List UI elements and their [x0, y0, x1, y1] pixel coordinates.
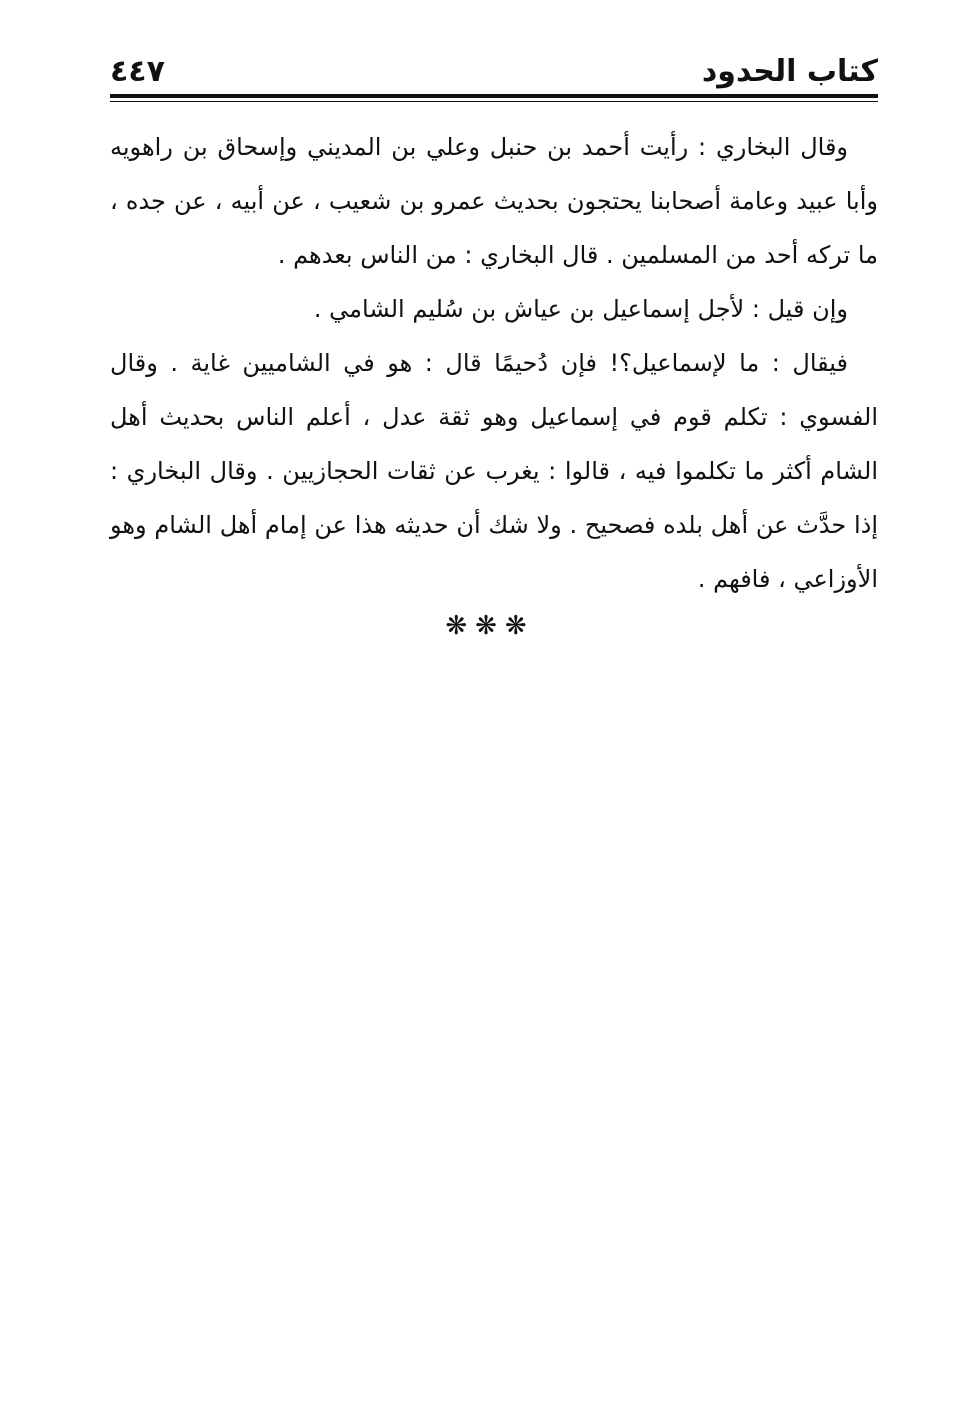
paragraph-bukhari-quote: وقال البخاري : رأيت أحمد بن حنبل وعلي بن المديني وإسحاق بن راهويه وأبا عبيد وعامة أصحابنا يحتجون بحديث عمرو بن شعيب ، عن أبيه ، عن جده ، ما تركه أحد من المسلمين . قال البخاري : من الناس بعدهم .: [110, 133, 878, 269]
page-header: [110, 42, 878, 92]
paragraph-objection: وإن قيل : لأجل إسماعيل بن عياش بن سُليم الشامي .: [313, 295, 848, 323]
body-text: [110, 120, 878, 606]
section-end-ornament: ❋❋❋: [445, 611, 535, 641]
chapter-title: كتاب الحدود: [701, 54, 878, 89]
paragraph-response: فيقال : ما لإسماعيل؟! فإن دُحيمًا قال : هو في الشاميين غاية . وقال الفسوي : تكلم قوم في إسماعيل وهو ثقة عدل ، أعلم الناس بحديث أهل الشام أكثر ما تكلموا فيه ، قالوا : يغرب عن ثقات الحجازيين . وقال البخاري : إذا حدَّث عن أهل بلده فصحيح . ولا شك أن حديثه هذا عن إمام أهل الشام وهو الأوزاعي ، فافهم .: [110, 349, 878, 593]
page-number: ٤٤٧: [110, 54, 165, 89]
header-rule-thin: [110, 101, 878, 102]
header-rule-thick: [110, 94, 878, 98]
